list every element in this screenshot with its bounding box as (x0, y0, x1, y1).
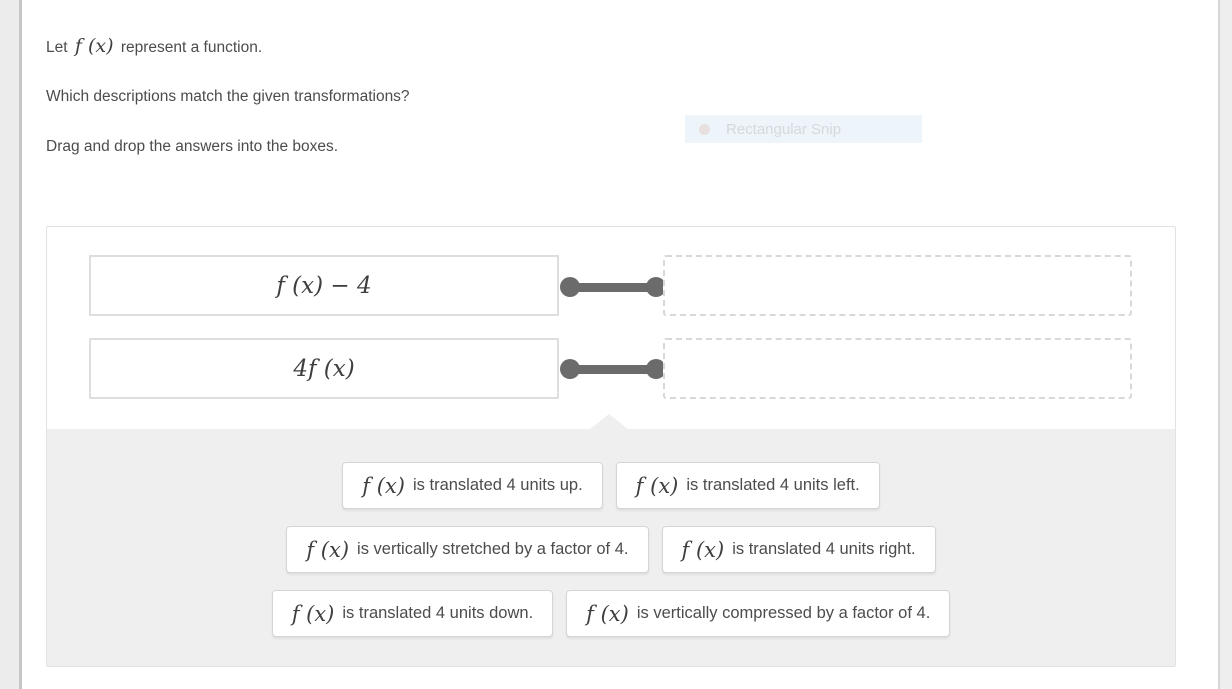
drop-zone-2[interactable] (663, 338, 1132, 399)
rectangular-snip-ghost-overlay (685, 115, 922, 143)
connector-bar (569, 365, 657, 374)
snip-dot-icon (699, 124, 710, 135)
tile-math: f (x) (306, 537, 350, 562)
question-intro-prefix: Let (46, 39, 68, 56)
tile-math: f (x) (291, 601, 335, 626)
question-card (46, 226, 1176, 667)
expression-math: f (x) − 4 (276, 272, 372, 299)
question-intro-suffix: represent a function. (120, 39, 263, 56)
tile-text: is vertically compressed by a factor of 4. (636, 604, 931, 622)
connector-bar (569, 283, 657, 292)
match-connector (560, 359, 666, 379)
question-instruction: Drag and drop the answers into the boxes. (46, 138, 339, 155)
answer-tile-vertically-stretched[interactable] (286, 526, 648, 573)
tile-math: f (x) (362, 473, 405, 498)
answer-bank-row (47, 590, 1175, 637)
expression-tile-fx-minus-4 (89, 255, 559, 316)
tile-text: is translated 4 units down. (342, 604, 534, 622)
drop-zone-1[interactable] (663, 255, 1132, 316)
tile-math: f (x) (681, 537, 725, 562)
answer-bank-row (47, 526, 1175, 573)
answer-bank (47, 429, 1175, 666)
tile-math: f (x) (635, 473, 679, 498)
snip-ghost-label: Rectangular Snip (726, 120, 842, 138)
question-prompt: Which descriptions match the given transformations? (46, 88, 410, 105)
tile-text: is translated 4 units right. (732, 540, 916, 558)
function-notation: f (x) (74, 35, 114, 57)
tile-math: f (x) (586, 601, 629, 626)
answer-tile-vertically-compressed[interactable] (566, 590, 950, 637)
answer-tile-translated-down[interactable] (272, 590, 553, 637)
answer-bank-row (47, 462, 1175, 509)
tile-text: is translated 4 units up. (412, 476, 583, 494)
tile-text: is vertically stretched by a factor of 4. (357, 540, 629, 558)
answer-tile-translated-right[interactable] (662, 526, 936, 573)
tile-text: is translated 4 units left. (686, 476, 860, 494)
expression-math: 4f (x) (293, 355, 355, 382)
answer-tile-translated-left[interactable] (616, 462, 880, 509)
expression-tile-4fx (89, 338, 559, 399)
answer-bank-notch (590, 414, 628, 429)
left-panel-edge (0, 0, 22, 689)
question-intro-line (46, 35, 262, 59)
scrollbar-track[interactable] (1218, 0, 1232, 689)
answer-tile-translated-up[interactable] (342, 462, 602, 509)
match-connector (560, 277, 666, 297)
